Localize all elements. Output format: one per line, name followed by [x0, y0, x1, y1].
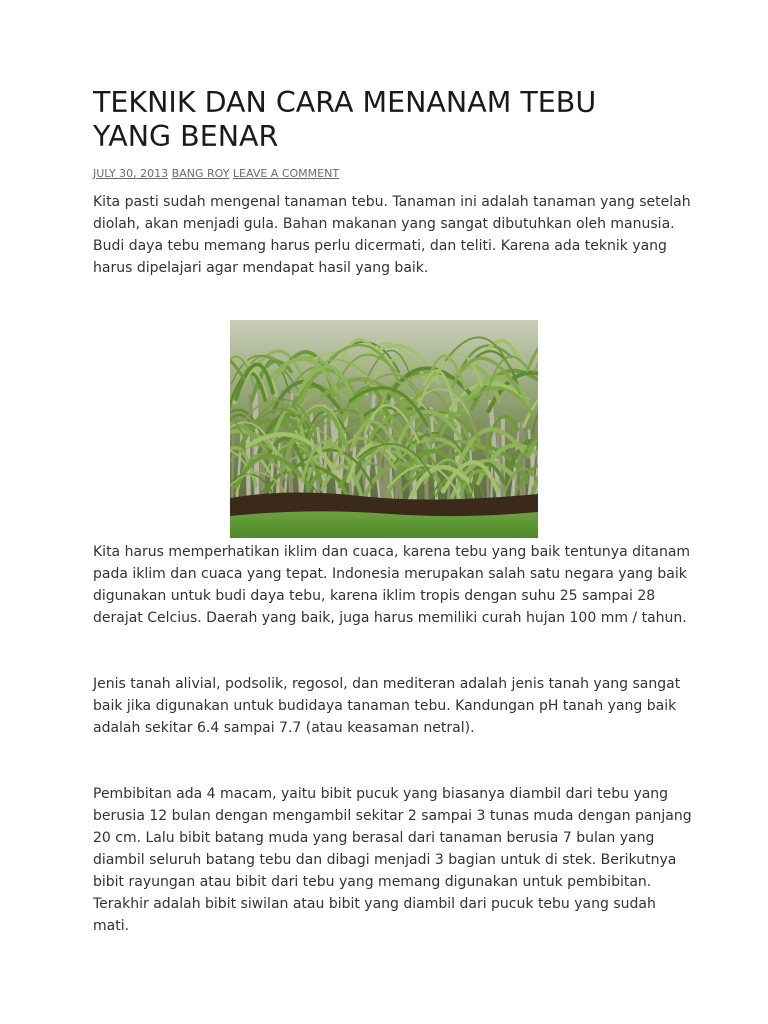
post-meta [93, 167, 339, 181]
paragraph-intro: Kita pasti sudah mengenal tanaman tebu. Tanaman ini adalah tanaman yang setelah diolah, akan menjadi gula. Bahan makanan yang sangat dibutuhkan oleh manusia. Budi daya tebu memang harus perlu dicermati, dan teliti. Karena ada teknik yang harus dipelajari agar mendapat hasil yang baik. [93, 194, 691, 276]
leave-comment-link[interactable]: LEAVE A COMMENT [232, 167, 340, 180]
title-line-1: TEKNIK DAN CARA MENANAM TEBU [93, 86, 597, 119]
paragraph-seedling: Pembibitan ada 4 macam, yaitu bibit pucuk yang biasanya diambil dari tebu yang berusia 12 bulan dengan mengambil sekitar 2 sampai 3 tunas muda dengan panjang 20 cm. Lalu bibit batang muda yang berasal dari tanaman berusia 7 bulan yang diambil seluruh batang tebu dan dibagi menjadi 3 bagian untuk di stek. Berikutnya bibit rayungan atau bibit dari tebu yang memang digunakan untuk pembibitan. Terakhir adalah bibit siwilan atau bibit yang diambil dari pucuk tebu yang sudah mati. [93, 786, 692, 934]
paragraph-climate: Kita harus memperhatikan iklim dan cuaca, karena tebu yang baik tentunya ditanam pada iklim dan cuaca yang tepat. Indonesia merupakan salah satu negara yang baik digunakan untuk budi daya tebu, karena iklim tropis dengan suhu 25 sampai 28 derajat Celcius. Daerah yang baik, juga harus memiliki curah hujan 100 mm / tahun. [93, 544, 691, 626]
title-line-2: YANG BENAR [93, 120, 279, 153]
sugarcane-field-picture [230, 320, 538, 538]
author-link[interactable]: BANG ROY [171, 167, 230, 180]
sugarcane-image [230, 320, 538, 538]
paragraph-soil: Jenis tanah alivial, podsolik, regosol, dan mediteran adalah jenis tanah yang sangat baik jika digunakan untuk budidaya tanaman tebu. Kandungan pH tanah yang baik adalah sekitar 6.4 sampai 7.7 (atau keasaman netral). [93, 676, 681, 736]
page-title [93, 86, 683, 154]
post-date-link[interactable]: JULY 30, 2013 [93, 167, 169, 180]
